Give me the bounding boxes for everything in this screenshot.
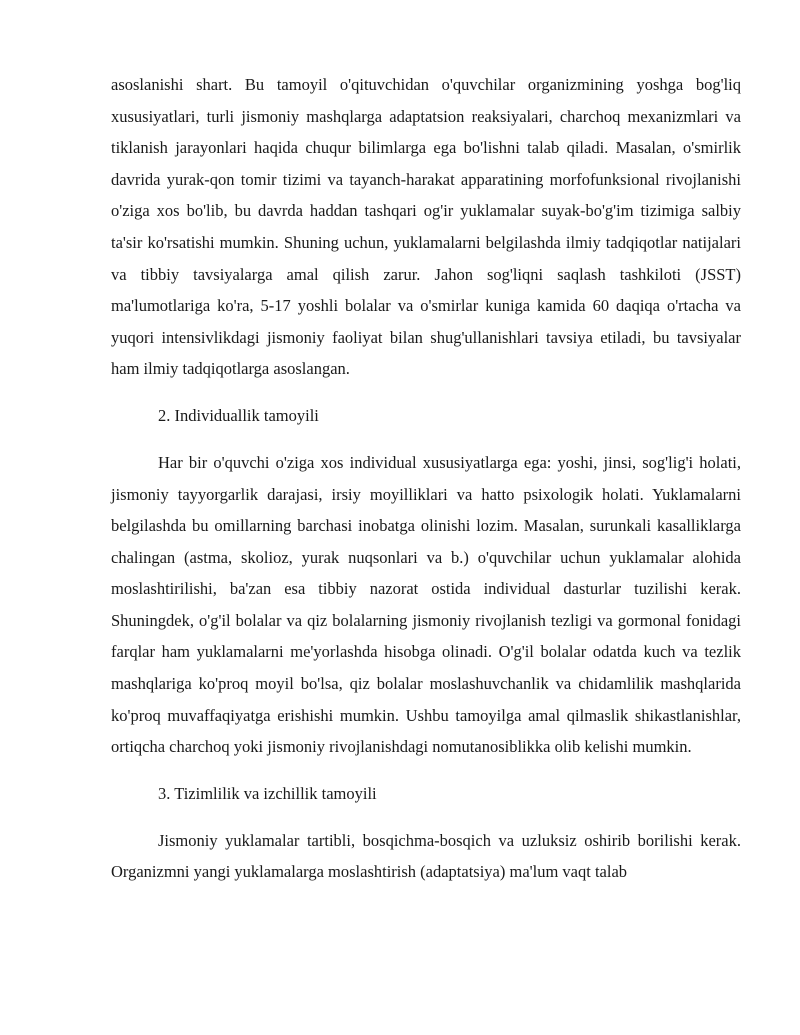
paragraph-tizimlilik: Jismoniy yuklamalar tartibli, bosqichma-bosqich va uzluksiz oshirib borilishi kerak. Organizmni yangi yuklamalarga moslashtirish (adaptatsiya) ma'lum vaqt talab [111, 830, 741, 882]
document-page [111, 69, 741, 903]
section-heading-tizimlilik: 3. Tizimlilik va izchillik tamoyili [158, 784, 377, 804]
section-heading-individuallik: 2. Individuallik tamoyili [158, 406, 319, 426]
paragraph-continuation: asoslanishi shart. Bu tamoyil o'qituvchidan o'quvchilar organizmining yoshga bog'liq xususiyatlari, turli jismoniy mashqlarga adaptatsion reaksiyalari, charchoq mexanizmlari va tiklanish jarayonlari haqida chuqur bilimlarga ega bo'lishni talab qiladi. Masalan, o'smirlik davrida yurak-qon tomir tizimi va tayanch-harakat apparatining morfofunksional rivojlanishi o'ziga xos bo'lib, bu davrda haddan tashqari og'ir yuklamalar suyak-bo'g'im tizimiga salbiy ta'sir ko'rsatishi mumkin. Shuning uchun, yuklamalarni belgilashda ilmiy tadqiqotlar natijalari va tibbiy tavsiyalarga amal qilish zarur. Jahon sog'liqni saqlash tashkiloti (JSST) ma'lumotlariga ko'ra, 5-17 yoshli bolalar va o'smirlar kuniga kamida 60 daqiqa o'rtacha va yuqori intensivlikdagi jismoniy faoliyat bilan shug'ullanishlari tavsiya etiladi, bu tavsiyalar ham ilmiy tadqiqotlarga asoslangan. [111, 75, 741, 379]
paragraph-individuallik: Har bir o'quvchi o'ziga xos individual xususiyatlarga ega: yoshi, jinsi, sog'lig'i holati, jismoniy tayyorgarlik darajasi, irsiy moyilliklari va hatto psixologik holati. Yuklamalarni belgilashda bu omillarning barchasi inobatga olinishi lozim. Masalan, surunkali kasalliklarga chalingan (astma, skolioz, yurak nuqsonlari va b.) o'quvchilar uchun yuklamalar alohida moslashtirilishi, ba'zan esa tibbiy nazorat ostida individual dasturlar tuzilishi kerak. Shuningdek, o'g'il bolalar va qiz bolalarning jismoniy rivojlanish tezligi va gormonal fonidagi farqlar ham yuklamalarni me'yorlashda hisobga olinadi. O'g'il bolalar odatda kuch va tezlik mashqlariga ko'proq moyil bo'lsa, qiz bolalar moslashuvchanlik va chidamlilik mashqlarida ko'proq muvaffaqiyatga erishishi mumkin. Ushbu tamoyilga amal qilmaslik shikastlanishlar, ortiqcha charchoq yoki jismoniy rivojlanishdagi nomutanosiblikka olib kelishi mumkin. [111, 452, 741, 757]
